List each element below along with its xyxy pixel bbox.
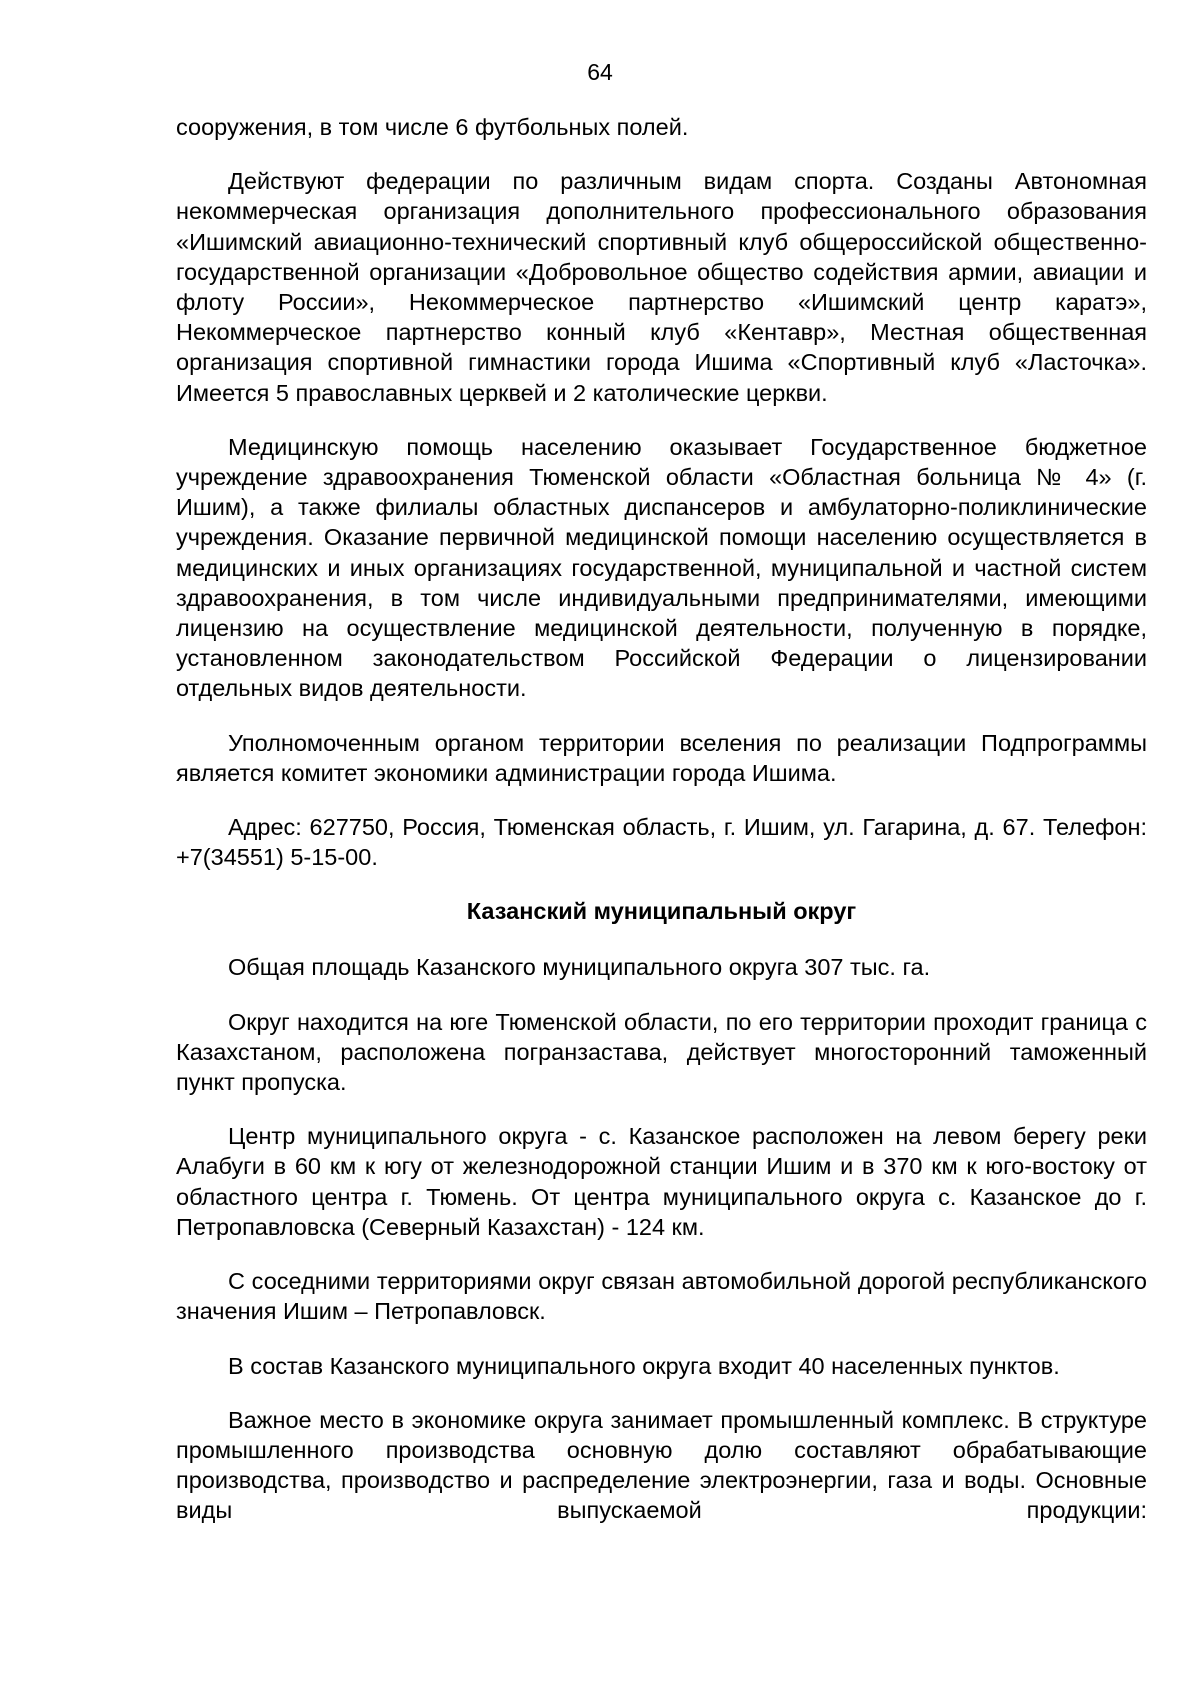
page-number: 64 xyxy=(587,59,613,85)
paragraph-continuation: сооружения, в том числе 6 футбольных полей. xyxy=(176,114,689,140)
paragraph-medical-care: Медицинскую помощь населению оказывает Государственное бюджетное учреждение здравоохранения Тюменской области «Областная больница № 4» (г. Ишим), а также филиалы областных диспансеров и амбулаторно-поликлинические учреждения. Оказание первичной медицинской помощи населению осуществляется в медицинских и иных организациях государственной, муниципальной и частной систем здравоохранения, в том числе индивидуальными предпринимателями, имеющими лицензию на осуществление медицинской деятельности, полученную в порядке, установленном законодательством Российской Федерации о лицензировании отдельных видов деятельности. xyxy=(176,433,1147,702)
section-heading: Казанский муниципальный округ xyxy=(466,898,857,925)
paragraph-district-center: Центр муниципального округа - с. Казанское расположен на левом берегу реки Алабуги в 60 км к югу от железнодорожной станции Ишим и в 370 км к юго-востоку от областного центра г. Тюмень. От центра муниципального округа с. Казанское до г. Петропавловска (Северный Казахстан) - 124 км. xyxy=(176,1123,1147,1240)
paragraph-location: Округ находится на юге Тюменской области, по его территории проходит граница с Казахстаном, расположена погранзастава, действует многосторонний таможенный пункт пропуска. xyxy=(176,1008,1147,1096)
paragraph-total-area: Общая площадь Казанского муниципального округа 307 тыс. га. xyxy=(228,954,931,981)
paragraph-settlements: В состав Казанского муниципального округа входит 40 населенных пунктов. xyxy=(228,1352,1060,1379)
paragraph-authorized-body: Уполномоченным органом территории вселения по реализации Подпрограммы является комитет экономики администрации города Ишима. xyxy=(176,729,1147,786)
paragraph-sports-federations: Действуют федерации по различным видам спорта. Созданы Автономная некоммерческая организация дополнительного профессионального образования «Ишимский авиационно-технический спортивный клуб общероссийской общественно-государственной организации «Добровольное общество содействия армии, авиации и флоту России», Некоммерческое партнерство «Ишимский центр каратэ», Некоммерческое партнерство конный клуб «Кентавр», Местная общественная организация спортивной гимнастики города Ишима «Спортивный клуб «Ласточка». Имеется 5 православных церквей и 2 католические церкви. xyxy=(176,168,1147,406)
paragraph-industry: Важное место в экономике округа занимает промышленный комплекс. В структуре промышленного производства основную долю составляют обрабатывающие производства, производство и распределение электроэнергии, газа и воды. Основные виды выпускаемой продукции: xyxy=(176,1406,1147,1524)
document-body xyxy=(176,112,1147,1526)
paragraph-address: Адрес: 627750, Россия, Тюменская область, г. Ишим, ул. Гагарина, д. 67. Телефон: +7(34551) 5-15-00. xyxy=(176,814,1147,871)
paragraph-road-connection: С соседними территориями округ связан автомобильной дорогой республиканского значения Ишим – Петропавловск. xyxy=(176,1268,1147,1325)
